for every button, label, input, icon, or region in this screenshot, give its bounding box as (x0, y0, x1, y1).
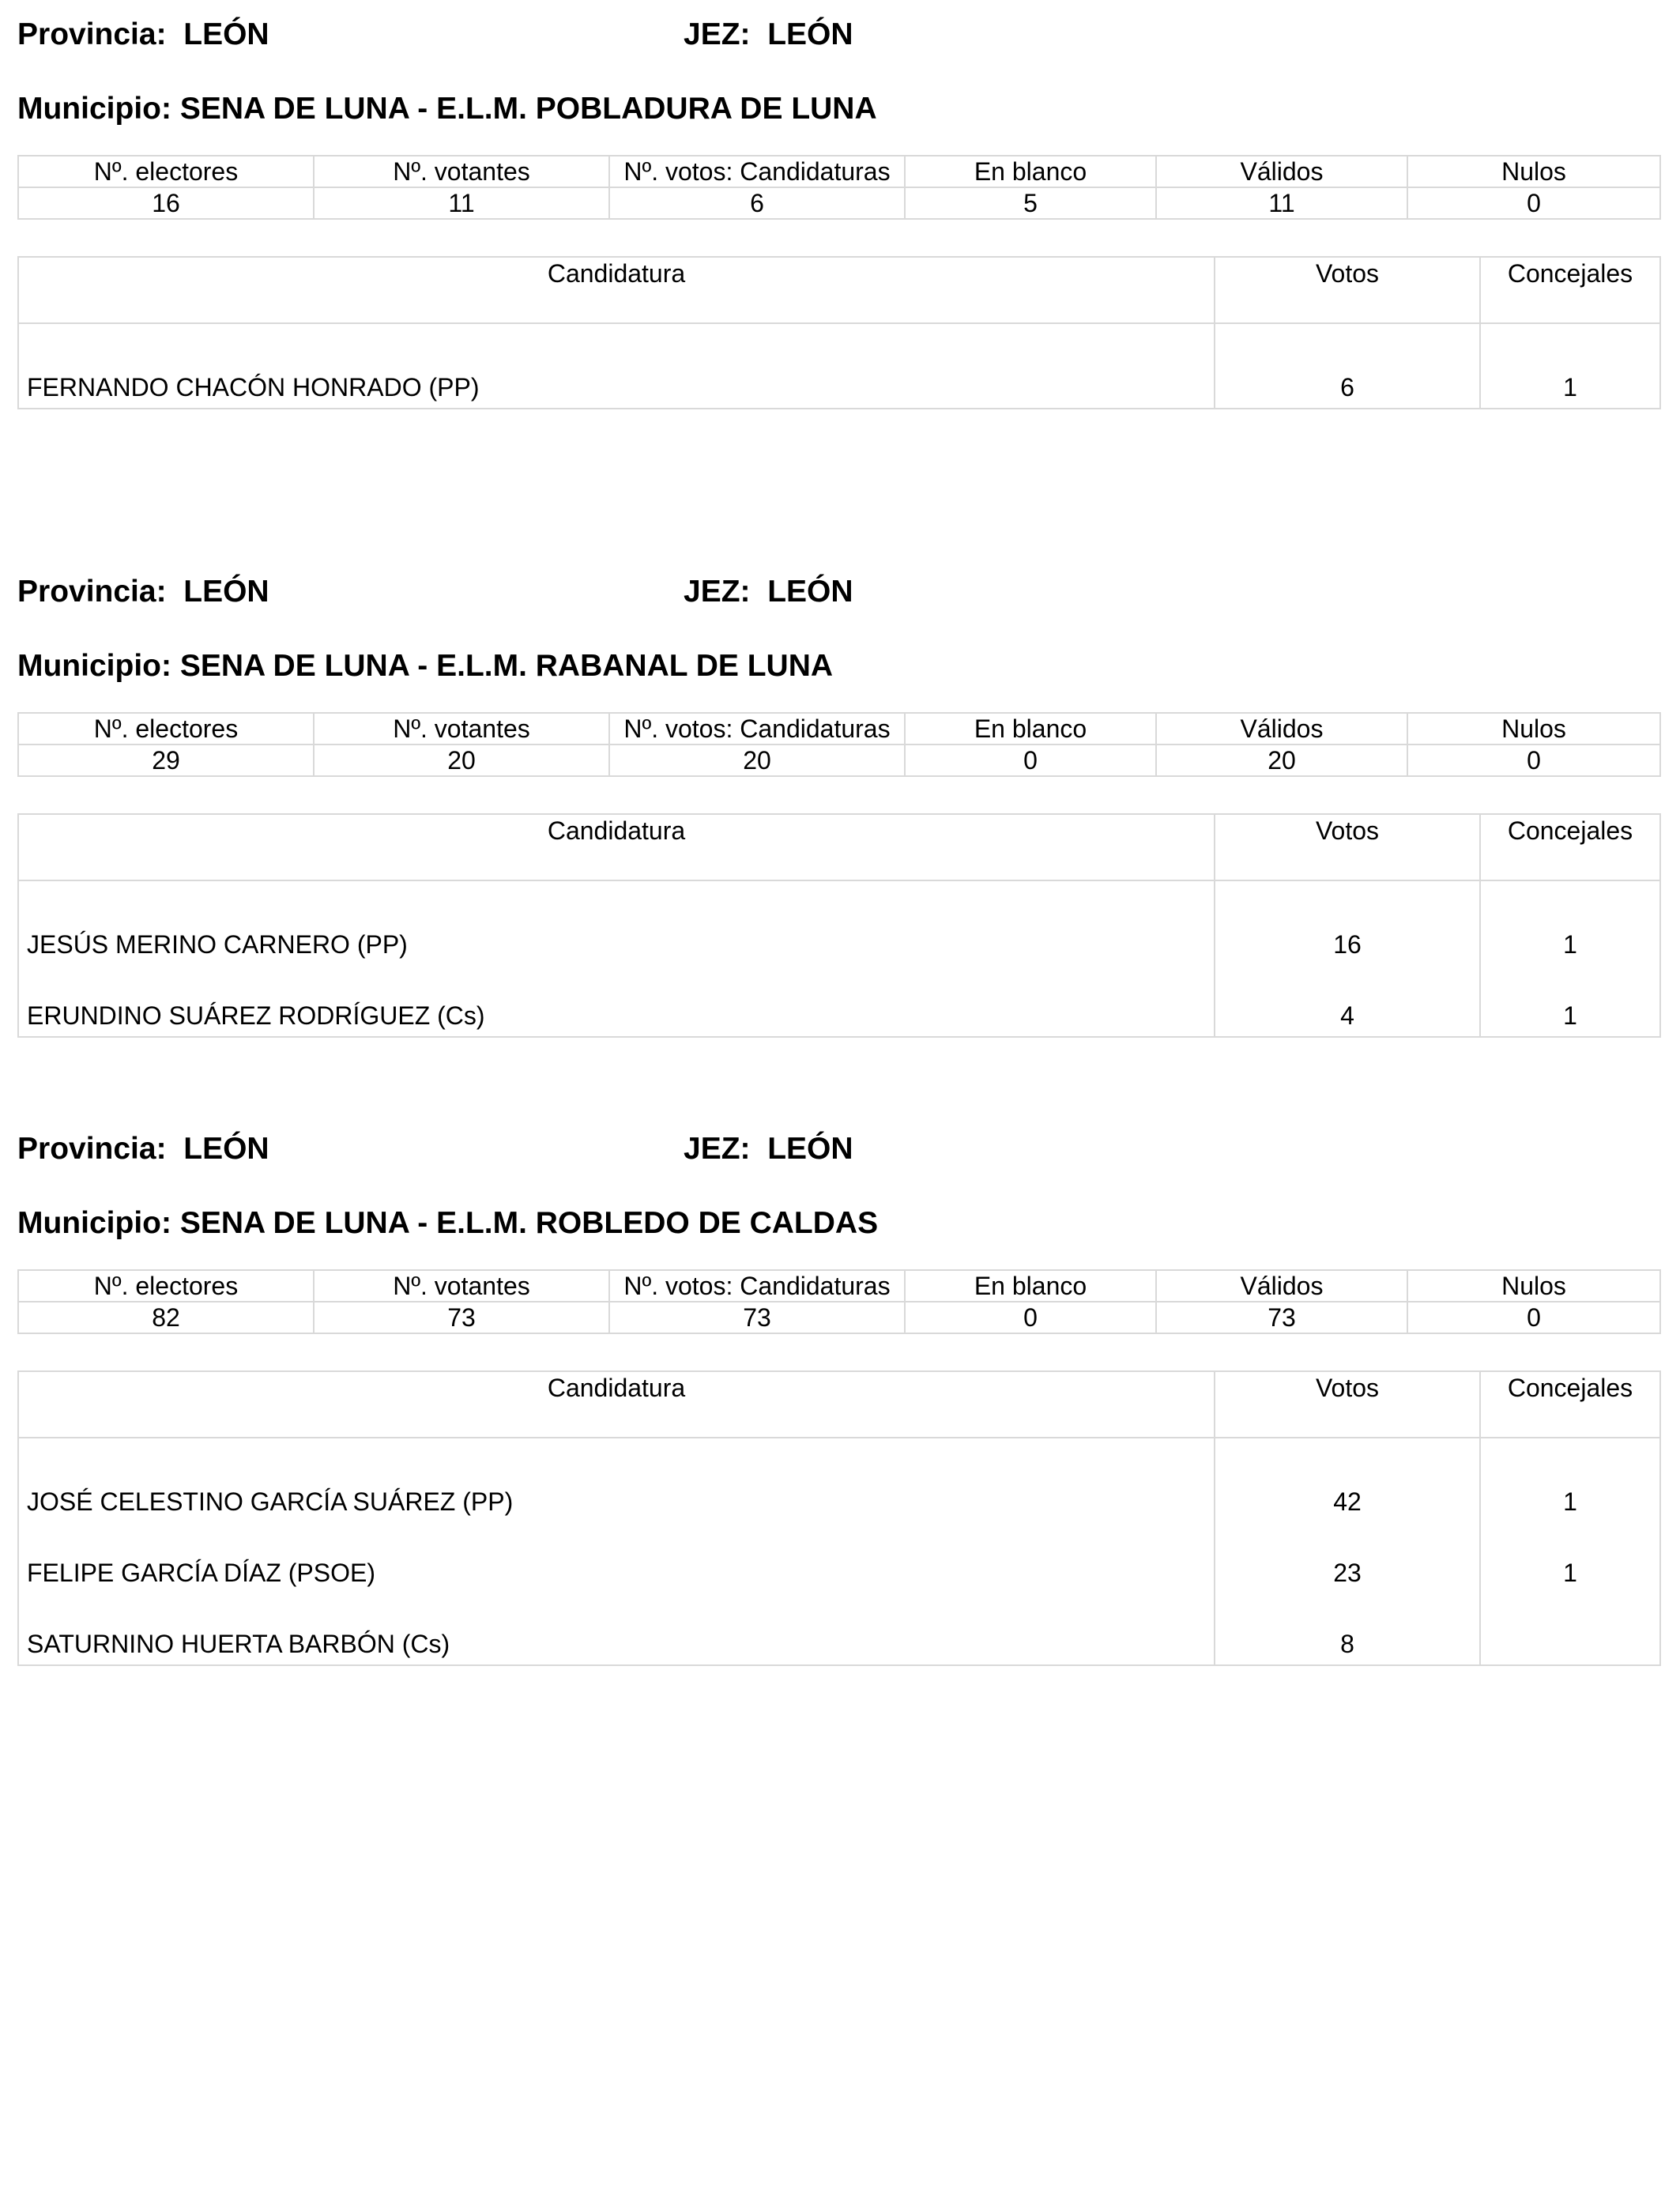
jez-line (684, 11, 853, 58)
provincia-label: Provincia: (17, 17, 167, 51)
stats-value-cell: 20 (1156, 745, 1407, 776)
candidate-row (18, 323, 1660, 409)
stats-header-cell: Válidos (1156, 1270, 1407, 1302)
stats-header-cell: Nº. electores (18, 156, 314, 187)
stats-header-cell: Nº. electores (18, 713, 314, 745)
stats-header-cell: Nº. votantes (314, 713, 609, 745)
candidate-row (18, 1438, 1660, 1522)
stats-value-cell: 73 (609, 1302, 905, 1333)
stats-value-cell: 16 (18, 187, 314, 219)
municipio-value: SENA DE LUNA - E.L.M. POBLADURA DE LUNA (179, 92, 877, 126)
candidate-row (18, 965, 1660, 1037)
candidatura-header: Candidatura (18, 257, 1215, 323)
votos-header: Votos (1215, 1371, 1480, 1438)
candidate-votos: 16 (1215, 880, 1480, 965)
candidate-row (18, 1522, 1660, 1593)
section-robledo (17, 1125, 1659, 1666)
stats-header-row (18, 156, 1660, 187)
header-row (17, 568, 1659, 616)
candidate-votos: 8 (1215, 1593, 1480, 1665)
candidate-concejales: 1 (1480, 965, 1660, 1037)
candidate-concejales: 1 (1480, 880, 1660, 965)
jez-line (684, 568, 853, 616)
stats-header-cell: Nº. electores (18, 1270, 314, 1302)
provincia-label: Provincia: (17, 575, 167, 609)
header-row (17, 11, 1659, 58)
municipio-line (17, 1200, 1659, 1247)
municipio-line (17, 85, 1659, 133)
stats-value-cell: 5 (905, 187, 1156, 219)
candidate-concejales: 1 (1480, 1522, 1660, 1593)
jez-line (684, 1125, 853, 1173)
municipio-value: SENA DE LUNA - E.L.M. ROBLEDO DE CALDAS (179, 1206, 879, 1240)
candidate-name: FELIPE GARCÍA DÍAZ (PSOE) (18, 1522, 1215, 1593)
stats-value-cell: 29 (18, 745, 314, 776)
stats-value-cell: 20 (609, 745, 905, 776)
stats-header-row (18, 1270, 1660, 1302)
stats-value-cell: 11 (1156, 187, 1407, 219)
stats-value-cell: 11 (314, 187, 609, 219)
stats-header-cell: En blanco (905, 713, 1156, 745)
candidate-votos: 6 (1215, 323, 1480, 409)
jez-value: LEÓN (767, 575, 853, 609)
stats-value-cell: 0 (1407, 1302, 1660, 1333)
candidates-table (17, 1370, 1661, 1666)
concejales-header: Concejales (1480, 257, 1660, 323)
header-row (17, 1125, 1659, 1173)
provincia-line (17, 568, 269, 616)
stats-value-cell: 0 (905, 745, 1156, 776)
stats-header-cell: Nulos (1407, 1270, 1660, 1302)
stats-table (17, 712, 1661, 777)
provincia-value: LEÓN (183, 1132, 269, 1166)
stats-header-row (18, 713, 1660, 745)
jez-value: LEÓN (767, 1132, 853, 1166)
stats-value-cell: 82 (18, 1302, 314, 1333)
stats-header-cell: Válidos (1156, 156, 1407, 187)
provincia-value: LEÓN (183, 17, 269, 51)
stats-header-cell: En blanco (905, 156, 1156, 187)
section-rabanal (17, 568, 1659, 1038)
stats-value-row (18, 1302, 1660, 1333)
candidates-table (17, 813, 1661, 1038)
candidate-votos: 4 (1215, 965, 1480, 1037)
candidate-name: JESÚS MERINO CARNERO (PP) (18, 880, 1215, 965)
candidate-concejales: 1 (1480, 1438, 1660, 1522)
stats-header-cell: Nulos (1407, 156, 1660, 187)
candidate-row (18, 1593, 1660, 1665)
candidate-name: SATURNINO HUERTA BARBÓN (Cs) (18, 1593, 1215, 1665)
stats-value-cell: 0 (1407, 745, 1660, 776)
candidatura-header: Candidatura (18, 1371, 1215, 1438)
candidate-name: FERNANDO CHACÓN HONRADO (PP) (18, 323, 1215, 409)
candidate-concejales: 1 (1480, 323, 1660, 409)
stats-header-cell: Nulos (1407, 713, 1660, 745)
stats-header-cell: Nº. votantes (314, 1270, 609, 1302)
stats-value-row (18, 187, 1660, 219)
stats-table (17, 155, 1661, 220)
candidate-votos: 23 (1215, 1522, 1480, 1593)
stats-header-cell: Nº. votantes (314, 156, 609, 187)
provincia-line (17, 1125, 269, 1173)
candidatura-header: Candidatura (18, 814, 1215, 880)
provincia-label: Provincia: (17, 1132, 167, 1166)
candidate-concejales (1480, 1593, 1660, 1665)
municipio-value: SENA DE LUNA - E.L.M. RABANAL DE LUNA (179, 649, 834, 683)
candidate-row (18, 880, 1660, 965)
jez-value: LEÓN (767, 17, 853, 51)
stats-header-cell: En blanco (905, 1270, 1156, 1302)
concejales-header: Concejales (1480, 1371, 1660, 1438)
municipio-label: Municipio: (17, 1206, 171, 1240)
municipio-line (17, 643, 1659, 690)
candidates-header-row (18, 257, 1660, 323)
stats-value-cell: 0 (905, 1302, 1156, 1333)
candidates-header-row (18, 814, 1660, 880)
provincia-value: LEÓN (183, 575, 269, 609)
municipio-label: Municipio: (17, 649, 171, 683)
stats-value-cell: 0 (1407, 187, 1660, 219)
stats-value-cell: 73 (1156, 1302, 1407, 1333)
candidate-name: ERUNDINO SUÁREZ RODRÍGUEZ (Cs) (18, 965, 1215, 1037)
stats-value-row (18, 745, 1660, 776)
provincia-line (17, 11, 269, 58)
stats-value-cell: 6 (609, 187, 905, 219)
candidates-table (17, 256, 1661, 409)
stats-table (17, 1269, 1661, 1334)
section-pobladura (17, 11, 1659, 409)
votos-header: Votos (1215, 814, 1480, 880)
stats-value-cell: 73 (314, 1302, 609, 1333)
concejales-header: Concejales (1480, 814, 1660, 880)
jez-label: JEZ: (684, 1132, 751, 1166)
candidate-name: JOSÉ CELESTINO GARCÍA SUÁREZ (PP) (18, 1438, 1215, 1522)
votos-header: Votos (1215, 257, 1480, 323)
municipio-label: Municipio: (17, 92, 171, 126)
candidates-header-row (18, 1371, 1660, 1438)
stats-header-cell: Nº. votos: Candidaturas (609, 1270, 905, 1302)
stats-header-cell: Nº. votos: Candidaturas (609, 156, 905, 187)
stats-header-cell: Nº. votos: Candidaturas (609, 713, 905, 745)
jez-label: JEZ: (684, 17, 751, 51)
stats-value-cell: 20 (314, 745, 609, 776)
jez-label: JEZ: (684, 575, 751, 609)
stats-header-cell: Válidos (1156, 713, 1407, 745)
candidate-votos: 42 (1215, 1438, 1480, 1522)
